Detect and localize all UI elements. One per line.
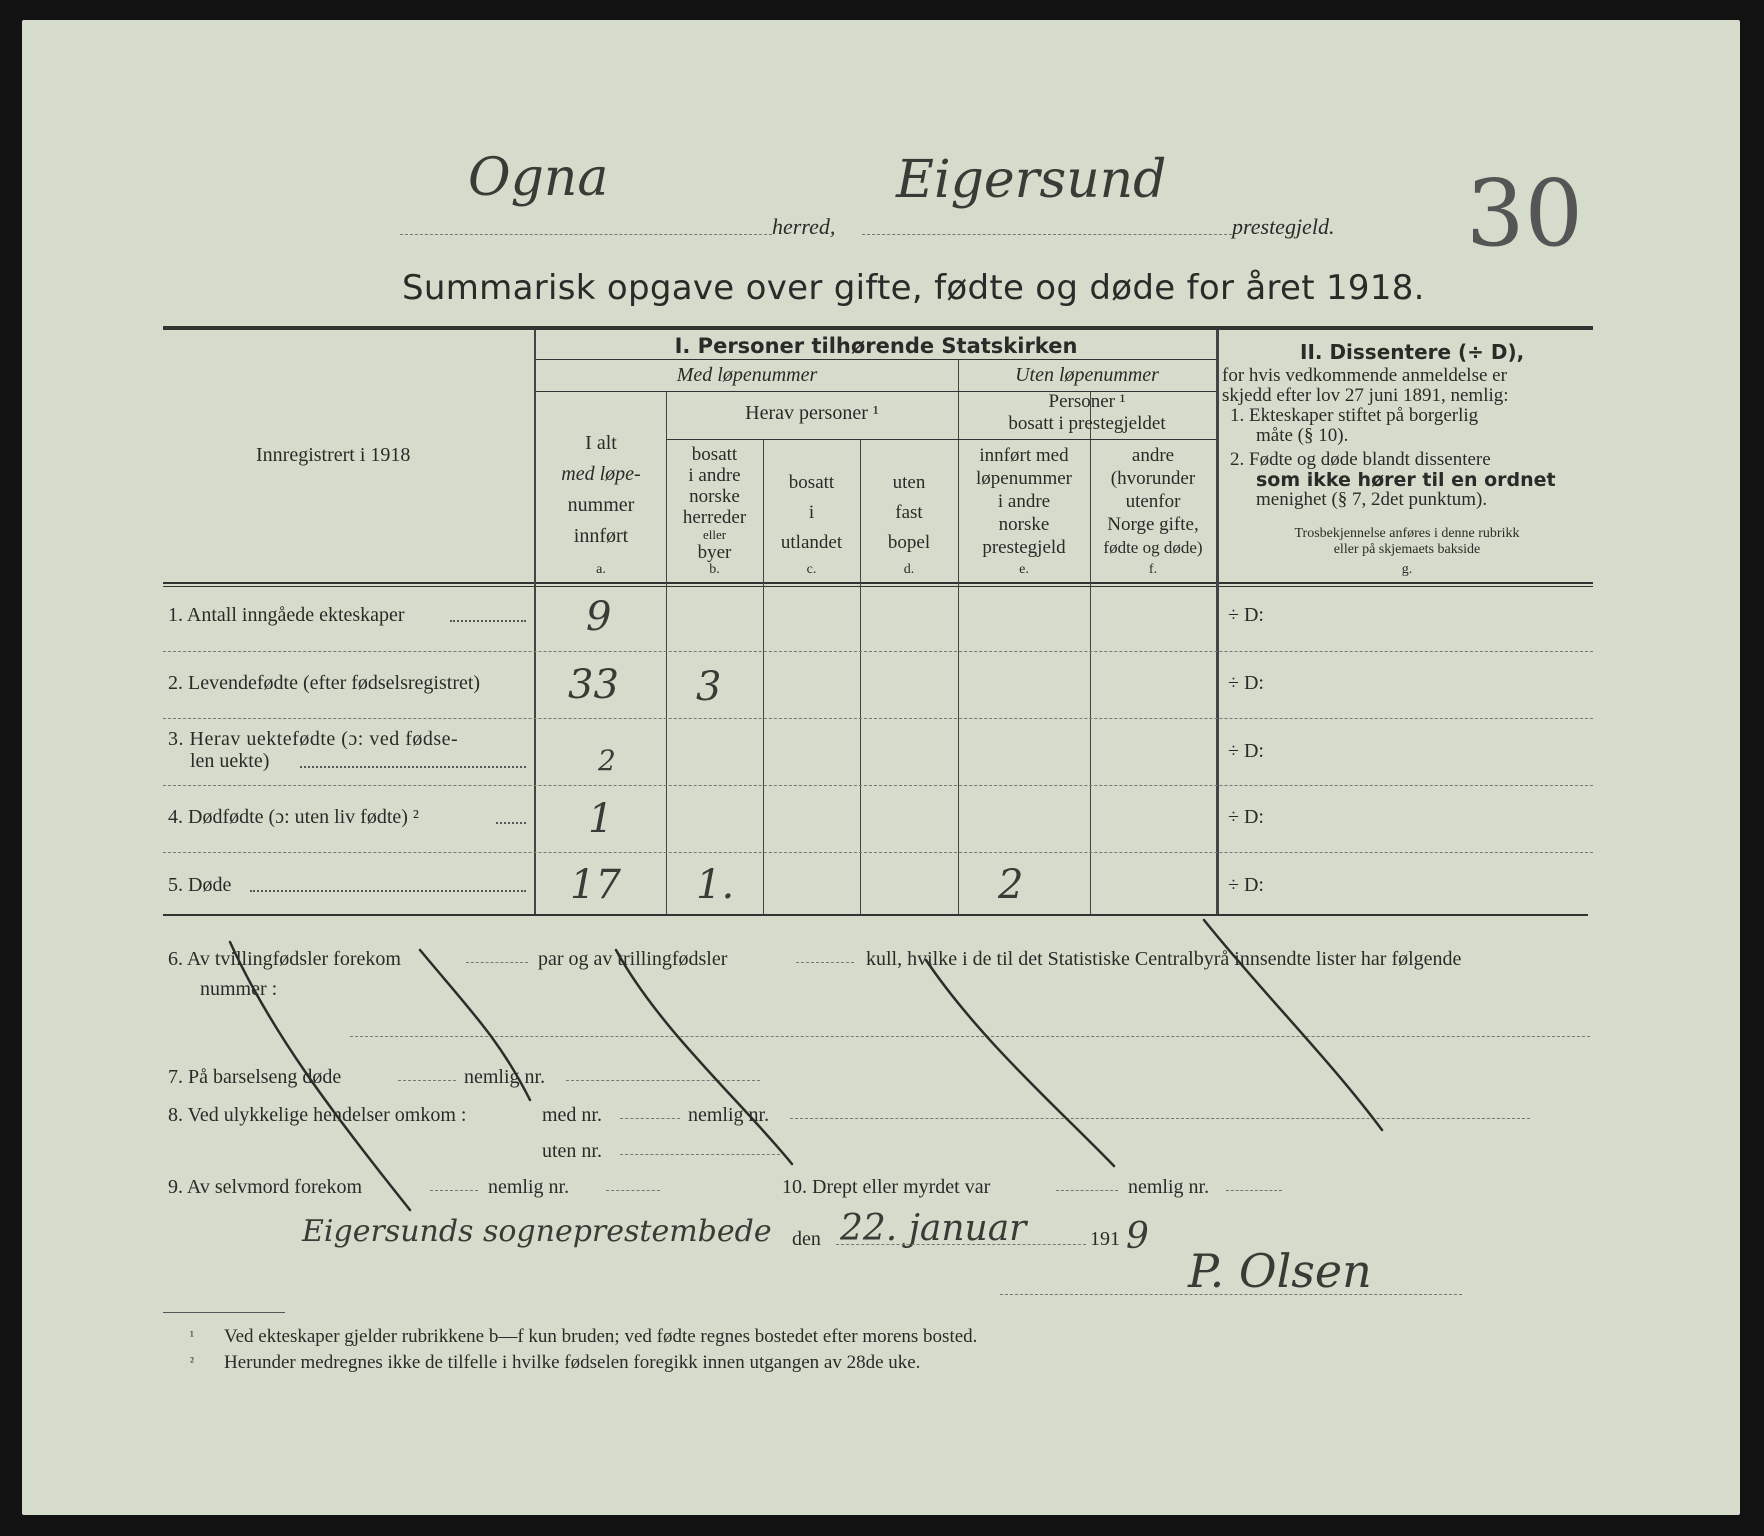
row-5-a: 17 xyxy=(570,862,621,908)
item-8-d: uten nr. xyxy=(542,1140,602,1162)
row-3-g: ÷ D: xyxy=(1228,740,1264,762)
item-9-a: 9. Av selvmord forekom xyxy=(168,1176,363,1198)
item-9-b: nemlig nr. xyxy=(488,1176,570,1198)
item-6-b: par og av trillingfødsler xyxy=(538,948,728,970)
footnote-1-text: Ved ekteskaper gjelder rubrikkene b—f kun bruden; ved fødte regnes bostedet efter morens bosted. xyxy=(224,1326,978,1347)
row-1-g: ÷ D: xyxy=(1228,604,1264,626)
row-5-g: ÷ D: xyxy=(1228,874,1264,896)
item-6-c: kull, hvilke i de til det Statistiske Centralbyrå innsendte lister har følgende xyxy=(866,948,1462,970)
footnote-2-text: Herunder medregnes ikke de tilfelle i hvilke fødselen foregikk innen utgangen av 28de uke. xyxy=(224,1352,921,1373)
section2-text: for hvis vedkommende anmeldelse er skjedd efter lov 27 juni 1891, nemlig: 1. Ekteskaper stiftet på borgerlig måte (§ 10). 2. Fødte og døde blandt dissentere som ikke hører til en ordnet menighet (§ 7, 2det punktum). xyxy=(1222,365,1556,510)
col-c-letter: c. xyxy=(806,562,817,577)
page-title: Summarisk opgave over gifte, fødte og døde for året 1918. xyxy=(402,268,1425,308)
herred-label: herred, xyxy=(772,214,836,239)
med-lopenummer: Med løpenummer xyxy=(676,364,818,386)
col-b-letter: b. xyxy=(709,562,720,577)
signer-signature: P. Olsen xyxy=(1188,1244,1372,1298)
herred-value: Ogna xyxy=(468,148,609,208)
uten-lopenummer: Uten løpenummer xyxy=(1015,364,1159,386)
row-5-label: 5. Døde xyxy=(168,874,232,896)
col-e-letter: e. xyxy=(1019,562,1029,577)
item-10-a: 10. Drept eller myrdet var xyxy=(782,1176,991,1198)
item-10-b: nemlig nr. xyxy=(1128,1176,1210,1198)
row-5-e: 2 xyxy=(998,862,1024,908)
footnote-rule xyxy=(163,1312,285,1313)
item-6-d: nummer : xyxy=(200,978,278,1000)
row-4-g: ÷ D: xyxy=(1228,806,1264,828)
signature-den: den xyxy=(792,1228,821,1250)
col-d-letter: d. xyxy=(903,562,915,577)
page-number: 30 xyxy=(1466,160,1584,267)
col-f-header: andre (hvorunder utenfor Norge gifte, fødte og døde) xyxy=(1103,445,1203,557)
col-b-header: bosatt i andre norske herreder eller byer xyxy=(682,444,747,563)
section2-letter: g. xyxy=(1401,562,1413,577)
col-f-letter: f. xyxy=(1148,562,1158,577)
footnote-2-mark: ² xyxy=(190,1354,194,1369)
col-e-header: innført med løpenummer i andre norske prestegjeld xyxy=(975,445,1073,558)
col-c-header: bosatt i utlandet xyxy=(780,472,843,553)
item-8-c: nemlig nr. xyxy=(688,1104,770,1126)
prestegjeld-value: Eigersund xyxy=(896,150,1167,210)
row-2-g: ÷ D: xyxy=(1228,672,1264,694)
section2-note: Trosbekjennelse anføres i denne rubrikk eller på skjemaets bakside xyxy=(1294,526,1520,557)
col-a-letter: a. xyxy=(596,562,606,577)
item-8-b: med nr. xyxy=(542,1104,602,1126)
item-7-a: 7. På barselseng døde xyxy=(168,1066,342,1088)
prestegjeld-label: prestegjeld. xyxy=(1232,214,1335,239)
row-3-label-2: len uekte) xyxy=(190,750,270,772)
item-7-b: nemlig nr. xyxy=(464,1066,546,1088)
row-1-label: 1. Antall inngåede ekteskaper xyxy=(168,604,405,626)
signature-year-suffix: 9 xyxy=(1126,1216,1149,1257)
footnote-1-mark: ¹ xyxy=(190,1328,194,1343)
row-2-label: 2. Levendefødte (efter fødselsregistret) xyxy=(168,672,481,694)
item-8-a: 8. Ved ulykkelige hendelser omkom : xyxy=(168,1104,467,1126)
herav-personer: Herav personer ¹ xyxy=(745,402,879,424)
signature-year-prefix: 191 xyxy=(1090,1228,1120,1250)
row-2-b: 3 xyxy=(696,664,722,710)
col-d-header: uten fast bopel xyxy=(887,472,931,553)
signature-date: 22. januar xyxy=(840,1208,1027,1249)
col-a-header: I alt med løpe- nummer innført xyxy=(561,432,641,547)
item-6-a: 6. Av tvillingfødsler forekom xyxy=(168,948,401,970)
section2-title: II. Dissentere (÷ D), xyxy=(1300,340,1525,364)
row-3-label: 3. Herav uektefødte (ɔ: ved fødse- xyxy=(168,728,459,750)
row-4-a: 1 xyxy=(588,796,614,842)
row-5-b: 1. xyxy=(696,862,735,908)
signature-line xyxy=(1000,1294,1462,1295)
personer-bosatt: Personer ¹ bosatt i prestegjeldet xyxy=(1008,391,1166,434)
signature-place: Eigersunds sogneprestembede xyxy=(302,1214,772,1249)
row-1-a: 9 xyxy=(586,594,612,640)
row-header: Innregistrert i 1918 xyxy=(256,444,411,466)
row-2-a: 33 xyxy=(568,662,619,708)
row-3-a: 2 xyxy=(598,744,616,777)
signature-date-line xyxy=(836,1244,1086,1245)
section1-title: I. Personer tilhørende Statskirken xyxy=(674,334,1078,358)
row-4-label: 4. Dødfødte (ɔ: uten liv fødte) ² xyxy=(168,806,419,828)
